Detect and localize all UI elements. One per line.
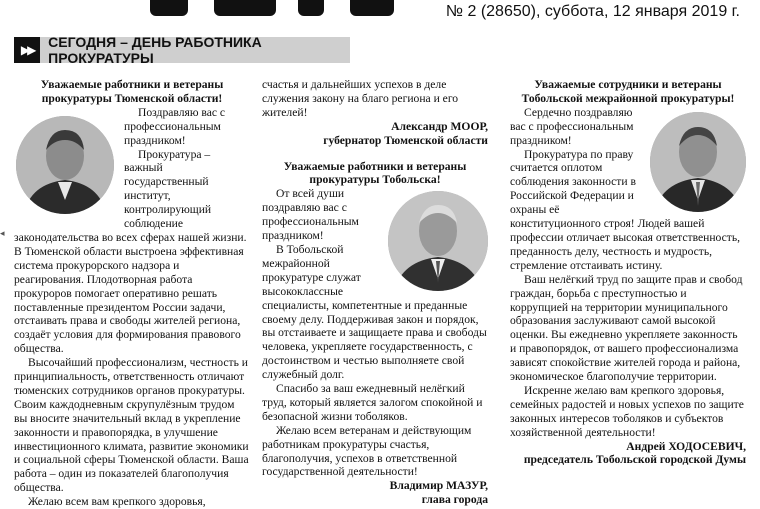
masthead-logo-fragment [350, 0, 394, 16]
greeting-paragraph: Прокуратура – важный государственный институт, контролирующий соблюдение законодательства во всех сферах нашей жизни. В Тюменской области выстроена эффективная система прокурорского надзора и реагирования. Плодотворная работа прокуроров помогает оперативно решать поставленные президентом России задачи, отстаивать права и свободы жителей региона, создаёт условия для формирования правового общества. [14, 147, 247, 356]
greeting-heading: Уважаемые сотрудники и ветераны Тобольской межрайонной прокуратуры! [521, 78, 735, 105]
greeting-paragraph: Высочайший профессионализм, честность и принципиальность, ответственность отличают тюменских сотрудников органов прокуратуры. Своим каждодневным скрупулёзным трудом вы вносите значительный вклад в укрепление законности и правопорядка, в улучшение инвестиционного климата, развитие экономики и социальной сферы Тюменской области. Ваша работа – один из показателей благополучия общества. [14, 356, 249, 495]
issue-info: № 2 (28650), суббота, 12 января 2019 г. [445, 3, 740, 20]
greeting-paragraph: В Тобольской межрайонной прокуратуре служат высококлассные специалисты, компетентные и преданные своему делу. Поддерживая закон и порядок, вы отстаиваете и защищаете права и свободы человека, укрепляете государственность, с достоинством и честью выполняете свой служебный долг. [262, 242, 487, 382]
double-arrow-icon: ▶▶ [14, 37, 40, 63]
mayor-photo [388, 191, 488, 291]
signature-name: Александр МООР, [391, 119, 488, 133]
greeting-paragraph: счастья и дальнейших успехов в деле служения закону на благо региона и его жителей! [262, 78, 459, 119]
greeting-heading: Уважаемые работники и ветераны прокуратуры Тюменской области! [40, 78, 224, 105]
signature-name: Владимир МАЗУР, [389, 479, 488, 493]
column-mayor [262, 78, 488, 507]
section-rubric [14, 34, 350, 66]
greeting-paragraph: Искренне желаю вам крепкого здоровья, семейных радостей и новых успехов по защите законных интересов тоболяков и субъектов хозяйственной деятельности! [510, 383, 744, 439]
page-edge-marker: ◂ [0, 228, 5, 238]
greeting-heading: Уважаемые работники и ветераны прокуратуры Тобольска! [283, 159, 467, 187]
masthead [0, 0, 760, 30]
portrait-icon [650, 112, 746, 212]
column-duma-chairman [510, 78, 746, 467]
column-governor [14, 78, 250, 509]
greeting-paragraph: Ваш нелёгкий труд по защите прав и свобод граждан, борьба с преступностью и коррупцией на территории муниципального образования заслуживают самой высокой оценки. Вы ежедневно укрепляете законность и правопорядок, от вашего профессионализма зависят спокойствие жителей города и района, экономическое благополучие территории. [510, 272, 743, 384]
masthead-logo-fragment [298, 0, 324, 16]
chairman-photo [650, 112, 746, 212]
greeting-paragraph: От всей души поздравляю вас с профессиональным праздником! [262, 187, 359, 243]
signature-title: губернатор Тюменской области [323, 133, 488, 147]
masthead-logo-fragment [214, 0, 276, 16]
portrait-icon [16, 116, 114, 214]
signature-name: Андрей ХОДОСЕВИЧ, [626, 439, 746, 453]
signature-title: глава города [421, 493, 488, 507]
masthead-logo-fragment [150, 0, 188, 16]
greeting-paragraph: Прокуратура по праву считается оплотом соблюдения законности в Российской Федерации и охраны её конституционного строя! Людей вашей профессии отличает высокая ответственность, преданность делу, честность и мудрость, стремление отстаивать истину. [510, 147, 741, 272]
greeting-paragraph: Поздравляю вас с профессиональным праздником! [124, 105, 226, 147]
portrait-icon [388, 191, 488, 291]
signature-title: председатель Тобольской городской Думы [523, 453, 746, 467]
greeting-paragraph: Сердечно поздравляю вас с профессиональным праздником! [510, 105, 634, 147]
greeting-paragraph: Желаю всем вам крепкого здоровья, [28, 495, 206, 509]
governor-photo [16, 116, 114, 214]
greeting-paragraph: Желаю всем ветеранам и действующим работникам прокуратуры счастья, благополучия, успехов в ответственной государственной деятельности! [262, 423, 472, 479]
rubric-title: СЕГОДНЯ – ДЕНЬ РАБОТНИКА ПРОКУРАТУРЫ [48, 34, 262, 66]
greeting-paragraph: Спасибо за ваш ежедневный нелёгкий труд, который является залогом спокойной и безопасной жизни тоболяков. [262, 382, 483, 423]
